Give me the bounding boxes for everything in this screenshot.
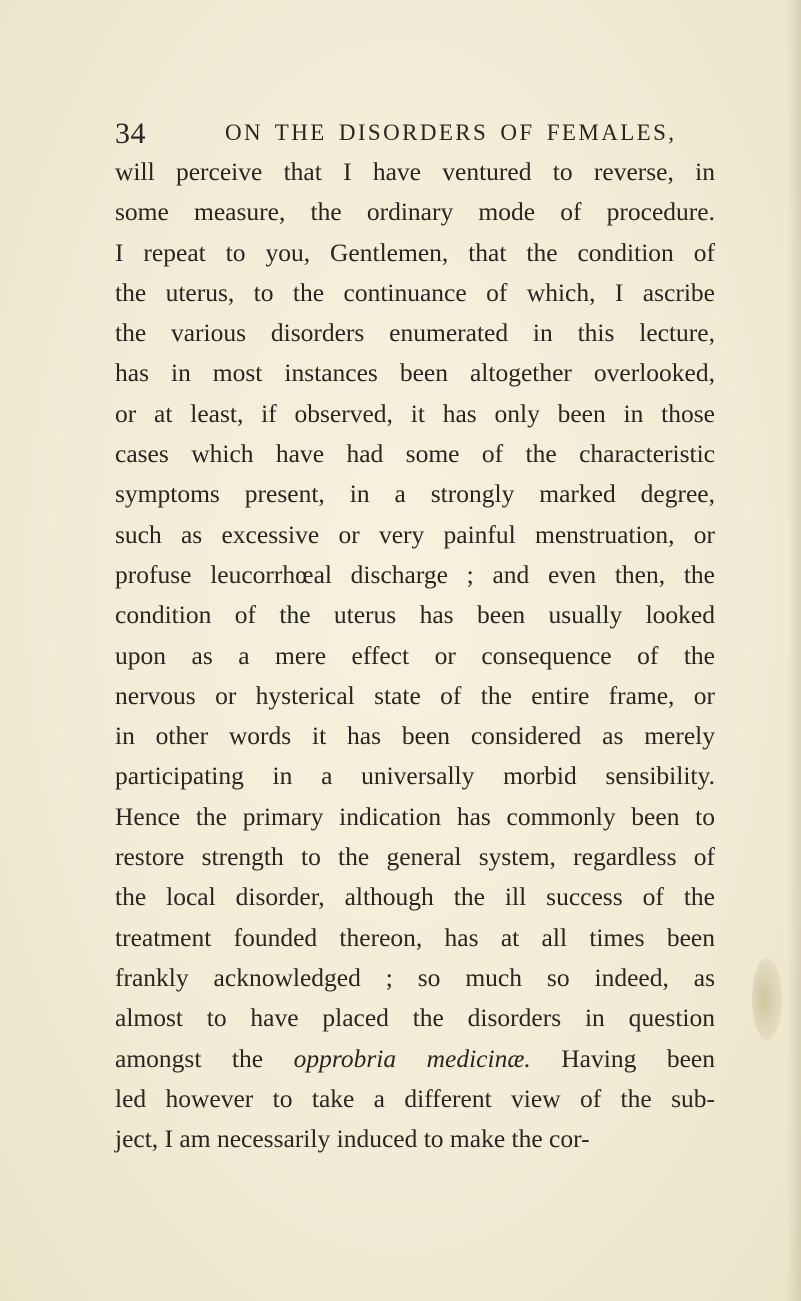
running-title: ON THE DISORDERS OF FEMALES, — [225, 120, 677, 145]
text-line: such as excessive or very painful menstruation, or — [115, 519, 715, 549]
text-line: led however to take a different view of the sub- — [115, 1083, 715, 1113]
text-line: upon as a mere effect or consequence of the — [115, 640, 715, 670]
text-line: or at least, if observed, it has only been in those — [115, 398, 715, 428]
text-line-last: ject, I am necessarily induced to make the cor- — [115, 1124, 590, 1154]
running-head — [115, 117, 735, 151]
text-line: participating in a universally morbid sensibility. — [115, 761, 715, 791]
text-line: treatment founded thereon, has at all times been — [115, 922, 715, 952]
text-line: the uterus, to the continuance of which, I ascribe — [115, 277, 715, 307]
text-line: cases which have had some of the characteristic — [115, 439, 715, 469]
text-line: has in most instances been altogether overlooked, — [115, 358, 715, 388]
paper-stain — [752, 958, 782, 1040]
text-line: the local disorder, although the ill success of the — [115, 882, 715, 912]
text-line: I repeat to you, Gentlemen, that the condition of — [115, 237, 715, 267]
text-line: restore strength to the general system, regardless of — [115, 842, 715, 872]
text-line: frankly acknowledged ; so much so indeed, as — [115, 962, 715, 992]
text-line-with-italic — [115, 1039, 715, 1079]
line-23-before: amongst the — [115, 1043, 294, 1073]
italic-phrase: opprobria medicinæ. — [293, 1043, 531, 1073]
page-number: 34 — [115, 117, 146, 150]
page-edge-shadow — [787, 0, 801, 1301]
text-line: the various disorders enumerated in this lecture, — [115, 318, 715, 348]
text-line: almost to have placed the disorders in question — [115, 1003, 715, 1033]
text-line: profuse leucorrhœal discharge ; and even then, the — [115, 559, 715, 589]
text-line: Hence the primary indication has commonly been to — [115, 801, 715, 831]
text-line: in other words it has been considered as merely — [115, 721, 715, 751]
text-line: some measure, the ordinary mode of procedure. — [115, 197, 715, 227]
text-line: will perceive that I have ventured to reverse, in — [115, 157, 715, 186]
text-line: nervous or hysterical state of the entire frame, or — [115, 680, 715, 710]
text-line: condition of the uterus has been usually looked — [115, 600, 715, 630]
text-line: symptoms present, in a strongly marked degree, — [115, 479, 715, 509]
line-23-after: Having been — [530, 1043, 715, 1073]
body-text — [115, 152, 715, 1159]
